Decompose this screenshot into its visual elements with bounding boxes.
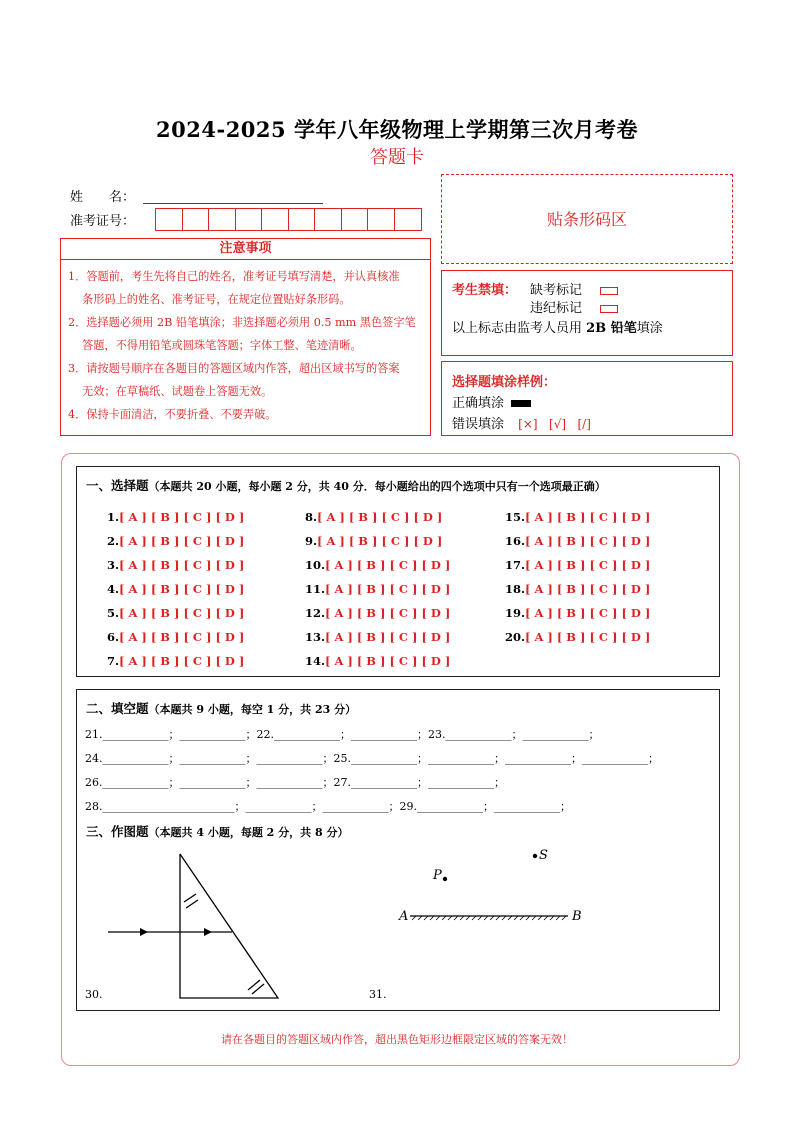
section2-title-rest: （本题共 9 小题，每空 1 分，共 23 分） [148,703,357,716]
id-digit-box[interactable] [289,209,316,230]
id-digit-box[interactable] [315,209,342,230]
choice-question-6[interactable]: 6.[ A ] [ B ] [ C ] [ D ] [107,630,245,644]
fill-row-24-25[interactable]: 24.____________；____________；____________；25.____________；____________；____________；____________； [85,752,659,765]
choice-question-4[interactable]: 4.[ A ] [ B ] [ C ] [ D ] [107,582,245,596]
notice-item: 条形码上的姓名、准考证号，在规定位置贴好条形码。 [82,293,351,306]
notice-item: 无效；在草稿纸、试题卷上答题无效。 [82,385,273,398]
fill-row-28-29[interactable]: 28.________________________；____________；____________；29.____________；____________； [85,800,571,813]
hatch-mark [184,894,196,902]
id-digit-box[interactable] [262,209,289,230]
id-digit-box[interactable] [342,209,369,230]
violation-mark-label: 违纪标记 [530,301,583,316]
choice-question-2[interactable]: 2.[ A ] [ B ] [ C ] [ D ] [107,534,245,548]
point-s [533,854,537,858]
notice-item: 3．请按题号顺序在各题目的答题区域内作答，超出区域书写的答案 [68,362,400,375]
hatch-mark [186,900,198,908]
q31-label: 31. [369,988,387,1001]
exam-id-boxes[interactable] [155,208,422,231]
choice-question-14[interactable]: 14.[ A ] [ B ] [ C ] [ D ] [305,654,451,668]
notice-heading: 注意事项 [60,238,431,260]
barcode-area [441,174,733,264]
choice-question-5[interactable]: 5.[ A ] [ B ] [ C ] [ D ] [107,606,245,620]
notice-body [60,260,431,436]
wrong-fill-marks: [×] [√] [/] [518,417,591,431]
correct-fill-row [452,392,531,411]
label-b: B [572,909,582,924]
wrong-fill-label: 错误填涂 [452,417,505,432]
choice-question-8[interactable]: 8.[ A ] [ B ] [ C ] [ D ] [305,510,443,524]
prism-diagram[interactable] [102,850,292,1000]
page-subtitle: 答题卡 [370,147,424,168]
choice-question-1[interactable]: 1.[ A ] [ B ] [ C ] [ D ] [107,510,245,524]
choice-question-11[interactable]: 11.[ A ] [ B ] [ C ] [ D ] [305,582,451,596]
ray-arrow-2 [204,928,212,936]
footer-warning: 请在各题目的答题区域内作答，超出黑色矩形边框限定区域的答案无效！ [221,1033,573,1046]
name-label: 姓 名： [70,190,136,205]
id-digit-box[interactable] [183,209,210,230]
section1-title [86,476,606,494]
ban-note-text: 以上标志由监考人员用 [452,321,587,336]
ban-label: 考生禁填： [452,283,518,298]
prism-outline [180,854,278,998]
fill-row-26-27[interactable]: 26.____________；____________；____________；27.____________；____________； [85,776,505,789]
id-digit-box[interactable] [209,209,236,230]
correct-fill-mark [511,400,531,407]
choice-question-3[interactable]: 3.[ A ] [ B ] [ C ] [ D ] [107,558,245,572]
absent-mark-box[interactable] [600,287,618,295]
examiner-only-box [441,270,733,356]
section3-title-rest: （本题共 4 小题，每题 2 分，共 8 分） [148,826,349,839]
barcode-label: 贴条形码区 [546,210,627,229]
notice-item: 答题，不得用铅笔或圆珠笔答题；字体工整、笔迹清晰。 [82,339,362,352]
section2-title-main: 二、填空题 [86,701,149,716]
q30-label: 30. [85,988,103,1001]
violation-mark-box[interactable] [600,305,618,313]
section2-title [86,699,356,717]
label-s: S [539,848,548,863]
id-digit-box[interactable] [236,209,263,230]
point-p [443,877,447,881]
page-title: 2024-2025 学年八年级物理上学期第三次月考卷 [156,117,638,142]
choice-question-13[interactable]: 13.[ A ] [ B ] [ C ] [ D ] [305,630,451,644]
section1-title-main: 一、选择题 [86,478,149,493]
choice-question-10[interactable]: 10.[ A ] [ B ] [ C ] [ D ] [305,558,451,572]
ray-arrow-1 [140,928,148,936]
label-a: A [399,909,409,924]
absent-mark-row [530,279,618,298]
choice-question-12[interactable]: 12.[ A ] [ B ] [ C ] [ D ] [305,606,451,620]
section-multiple-choice [76,466,720,677]
ban-note [452,317,663,336]
choice-question-18[interactable]: 18.[ A ] [ B ] [ C ] [ D ] [505,582,651,596]
fill-row-21-23[interactable]: 21.____________；____________；22.____________；____________；23.____________；____________； [85,728,600,741]
fill-sample-box [441,361,733,436]
notice-item: 1．答题前，考生先将自己的姓名，准考证号填写清楚，并认真核准 [68,270,400,283]
section3-title [86,822,348,840]
absent-mark-label: 缺考标记 [530,283,583,298]
fill-sample-title: 选择题填涂样例： [452,375,557,390]
choice-question-20[interactable]: 20.[ A ] [ B ] [ C ] [ D ] [505,630,651,644]
label-p: P [433,868,442,883]
name-field[interactable] [143,203,323,204]
section3-title-main: 三、作图题 [86,824,149,839]
ban-note-bold: 2B 铅笔 [586,321,637,336]
choice-question-16[interactable]: 16.[ A ] [ B ] [ C ] [ D ] [505,534,651,548]
id-digit-box[interactable] [156,209,183,230]
section1-title-rest: （本题共 20 小题，每小题 2 分，共 40 分．每小题给出的四个选项中只有一个选项最正确） [148,480,606,493]
choice-question-9[interactable]: 9.[ A ] [ B ] [ C ] [ D ] [305,534,443,548]
correct-fill-label: 正确填涂 [452,396,505,411]
choice-question-15[interactable]: 15.[ A ] [ B ] [ C ] [ D ] [505,510,651,524]
notice-item: 4．保持卡面清洁，不要折叠、不要弄破。 [68,408,277,421]
choice-question-17[interactable]: 17.[ A ] [ B ] [ C ] [ D ] [505,558,651,572]
choice-question-7[interactable]: 7.[ A ] [ B ] [ C ] [ D ] [107,654,245,668]
ban-note-text-end: 填涂 [636,321,663,336]
violation-mark-row [530,297,618,316]
wrong-fill-row [452,413,591,432]
exam-id-label: 准考证号： [70,214,136,229]
id-digit-box[interactable] [368,209,395,230]
notice-item: 2．选择题必须用 2B 铅笔填涂；非选择题必须用 0.5 mm 黑色签字笔 [68,316,416,329]
choice-question-19[interactable]: 19.[ A ] [ B ] [ C ] [ D ] [505,606,651,620]
section-fill-and-drawing [76,689,720,1011]
id-digit-box[interactable] [395,209,422,230]
